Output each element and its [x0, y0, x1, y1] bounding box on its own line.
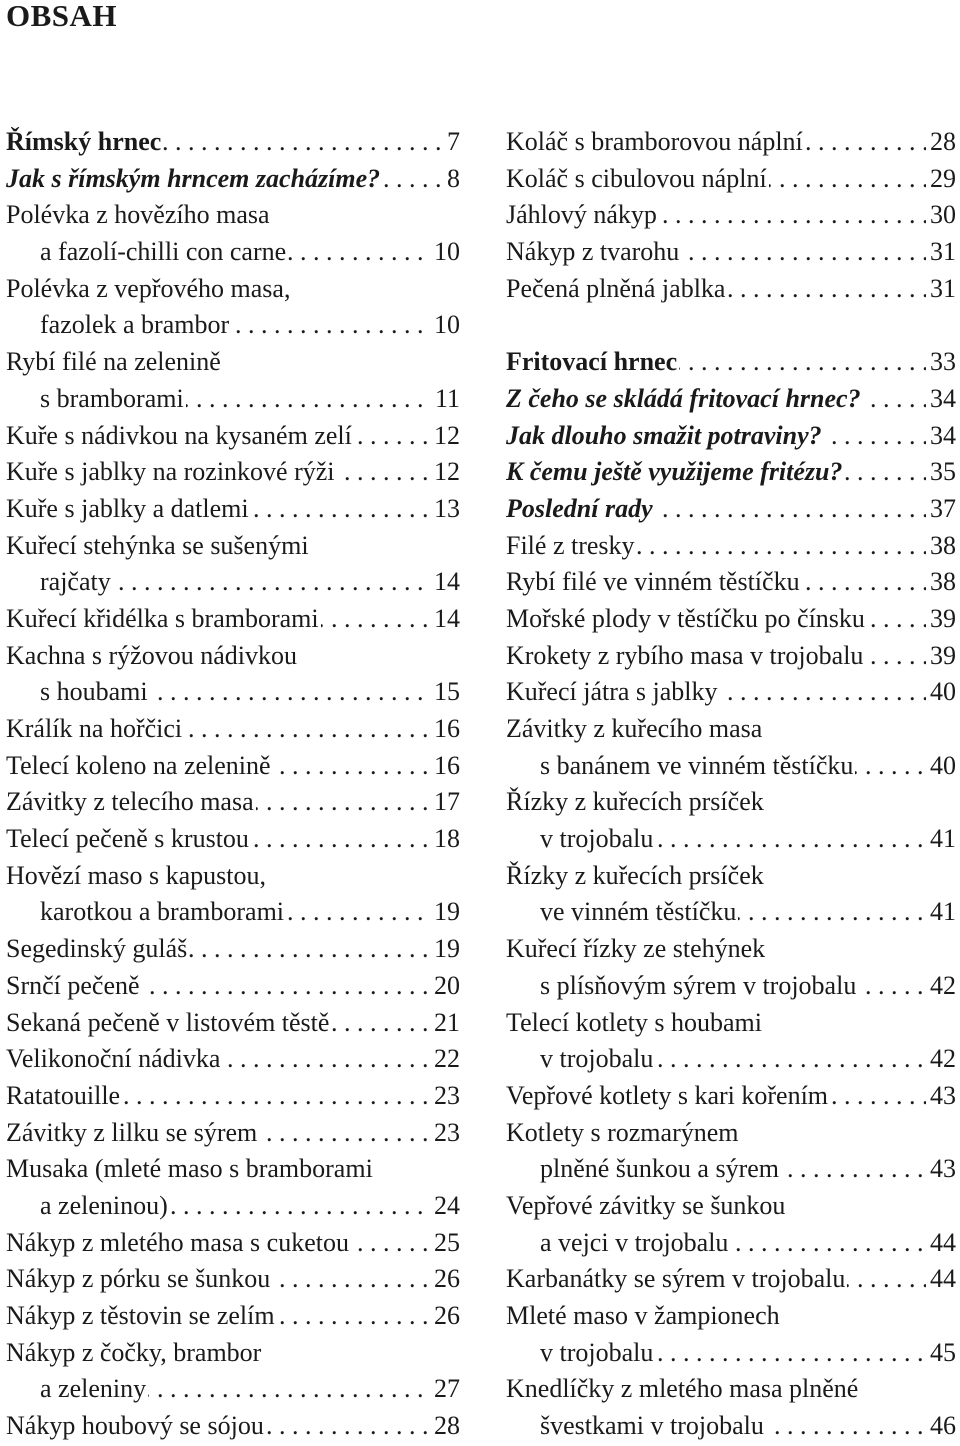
toc-entry — [506, 1151, 956, 1188]
toc-entry — [6, 1261, 460, 1298]
toc-entry — [506, 601, 956, 638]
toc-entry-title: K čemu ještě využijeme fritézu? — [506, 457, 843, 487]
toc-entry-page-number: 41 — [926, 821, 956, 858]
toc-entry-title: Z čeho se skládá fritovací hrnec? — [506, 383, 861, 413]
toc-entry — [506, 197, 956, 234]
toc-entry-title: plněné šunkou a sýrem — [540, 1154, 780, 1184]
toc-entry — [6, 931, 460, 968]
toc-entry-page-number: 45 — [926, 1335, 956, 1372]
toc-entry — [6, 968, 460, 1005]
toc-entry — [506, 784, 956, 821]
toc-entry-page-number: 13 — [430, 491, 460, 528]
toc-entry-page-number: 23 — [430, 1115, 460, 1152]
toc-entry — [506, 528, 956, 565]
toc-entry — [506, 711, 956, 748]
toc-entry-title: Jak s římským hrncem zacházíme? — [6, 163, 381, 193]
toc-entry-page-number: 33 — [926, 344, 956, 381]
toc-entry — [506, 381, 956, 418]
toc-entry-page-number: 27 — [430, 1371, 460, 1408]
toc-entry — [6, 1151, 460, 1188]
toc-entry-page-number: 43 — [926, 1078, 956, 1115]
toc-entry — [6, 748, 460, 785]
toc-entry — [506, 1225, 956, 1262]
toc-entry-title: Nákyp z mletého masa s cuketou — [6, 1227, 349, 1257]
toc-entry-title: Rybí filé ve vinném těstíčku — [506, 567, 800, 597]
toc-entry-title: a vejci v trojobalu — [540, 1227, 729, 1257]
toc-entry-title: švestkami v trojobalu — [540, 1411, 764, 1441]
toc-entry — [6, 711, 460, 748]
toc-entry-page-number: 15 — [430, 674, 460, 711]
toc-entry — [6, 601, 460, 638]
toc-entry — [506, 1078, 956, 1115]
toc-entry — [6, 197, 460, 234]
toc-entry — [6, 894, 460, 931]
toc-entry — [6, 1115, 460, 1152]
toc-entry-page-number: 16 — [430, 711, 460, 748]
toc-entry — [506, 821, 956, 858]
toc-entry-page-number: 12 — [430, 418, 460, 455]
toc-entry-title: Kachna s rýžovou nádivkou — [6, 640, 297, 670]
toc-entry — [506, 234, 956, 271]
toc-entry-title: Nákyp z tvarohu — [506, 237, 680, 267]
toc-entry-page-number: 43 — [926, 1151, 956, 1188]
toc-entry-title: rajčaty — [40, 567, 111, 597]
toc-entry-page-number: 39 — [926, 638, 956, 675]
toc-entry-title: Filé z tresky — [506, 530, 635, 560]
toc-entry-title: a zeleniny — [40, 1374, 147, 1404]
toc-entry — [6, 307, 460, 344]
toc-entry-page-number: 17 — [430, 784, 460, 821]
toc-entry-page-number: 28 — [926, 124, 956, 161]
toc-entry — [506, 1371, 956, 1408]
page-title: OBSAH — [6, 0, 118, 33]
toc-entry-page-number: 26 — [430, 1261, 460, 1298]
toc-entry — [6, 1188, 460, 1225]
toc-entry-title: a fazolí-chilli con carne — [40, 237, 287, 267]
toc-entry-title: Mleté maso v žampionech — [506, 1301, 780, 1330]
toc-entry — [506, 1298, 956, 1335]
toc-entry-title: Knedlíčky z mletého masa plněné — [506, 1374, 859, 1404]
toc-entry — [506, 968, 956, 1005]
toc-entry-title: v trojobalu — [540, 824, 654, 854]
toc-entry — [506, 638, 956, 675]
toc-entry — [6, 1005, 460, 1042]
toc-entry-title: Fritovací hrnec — [506, 347, 678, 377]
toc-entry — [6, 124, 460, 161]
toc-entry-page-number: 46 — [926, 1408, 956, 1445]
toc-entry-title: v trojobalu — [540, 1337, 654, 1367]
toc-entry-title: Nákyp z těstovin se zelím — [6, 1301, 275, 1330]
toc-entry-page-number: 23 — [430, 1078, 460, 1115]
toc-entry — [506, 271, 956, 308]
toc-entry-title: Nákyp z čočky, brambor — [6, 1337, 262, 1367]
toc-entry-title: Telecí koleno na zelenině — [6, 750, 271, 780]
toc-entry-page-number: 8 — [443, 161, 460, 198]
toc-entry-page-number: 42 — [926, 1041, 956, 1078]
toc-entry — [506, 454, 956, 491]
toc-entry-page-number: 18 — [430, 821, 460, 858]
toc-entry-page-number: 22 — [430, 1041, 460, 1078]
toc-entry-title: a zeleninou) — [40, 1190, 168, 1220]
toc-entry — [6, 161, 460, 198]
toc-entry-title: s plísňovým sýrem v trojobalu — [540, 970, 857, 1000]
toc-entry-page-number: 19 — [430, 894, 460, 931]
toc-entry-page-number: 39 — [926, 601, 956, 638]
toc-entry — [506, 1115, 956, 1152]
toc-entry-title: Kuře s nádivkou na kysaném zelí — [6, 420, 352, 450]
toc-entry — [6, 1371, 460, 1408]
toc-entry-page-number: 30 — [926, 197, 956, 234]
toc-entry-page-number: 11 — [431, 381, 460, 418]
toc-entry-title: Koláč s bramborovou náplní — [506, 127, 803, 156]
toc-entry — [6, 1408, 460, 1445]
toc-entry-title: Králík na hořčici — [6, 714, 183, 743]
toc-entry-page-number: 28 — [430, 1408, 460, 1445]
toc-entry-page-number: 10 — [430, 234, 460, 271]
toc-entry — [506, 894, 956, 931]
toc-entry-page-number: 40 — [926, 748, 956, 785]
toc-entry-title: v trojobalu — [540, 1044, 654, 1074]
toc-entry-page-number: 24 — [430, 1188, 460, 1225]
toc-entry — [6, 858, 460, 895]
toc-entry-title: Rybí filé na zelenině — [6, 347, 221, 377]
toc-entry-title: Poslední rady — [506, 493, 653, 523]
toc-entry-title: Kuřecí játra s jablky — [506, 677, 718, 707]
toc-entry — [506, 418, 956, 455]
toc-entry-title: Polévka z vepřového masa, — [6, 273, 291, 303]
toc-entry — [506, 1335, 956, 1372]
toc-column-left — [6, 124, 460, 1445]
toc-entry — [6, 1298, 460, 1335]
toc-column-right — [506, 124, 956, 1445]
toc-entry-title: Srnčí pečeně — [6, 970, 140, 1000]
toc-entry-title: Závitky z kuřecího masa — [506, 714, 763, 743]
toc-entry-title: Mořské plody v těstíčku po čínsku — [506, 603, 865, 633]
toc-entry-page-number: 7 — [443, 124, 460, 161]
toc-entry — [6, 1225, 460, 1262]
toc-entry — [6, 271, 460, 308]
toc-entry-title: Pečená plněná jablka — [506, 273, 726, 303]
toc-entry-title: Telecí pečeně s krustou — [6, 824, 249, 854]
toc-entry-page-number: 41 — [926, 894, 956, 931]
toc-entry-page-number: 44 — [926, 1261, 956, 1298]
toc-entry — [6, 381, 460, 418]
toc-entry-title: Hovězí maso s kapustou, — [6, 860, 266, 890]
toc-entry — [6, 491, 460, 528]
toc-entry-title: Jak dlouho smažit potraviny? — [506, 420, 822, 450]
toc-entry-page-number: 10 — [430, 307, 460, 344]
toc-entry-title: Krokety z rybího masa v trojobalu — [506, 640, 864, 670]
toc-entry-title: Vepřové kotlety s kari kořením — [506, 1080, 829, 1110]
toc-entry — [506, 564, 956, 601]
toc-entry-title: Závitky z telecího masa — [6, 787, 254, 817]
toc-entry-title: Velikonoční nádivka — [6, 1044, 221, 1074]
toc-entry — [6, 564, 460, 601]
toc-entry — [6, 234, 460, 271]
toc-entry — [506, 1041, 956, 1078]
toc-entry-page-number: 20 — [430, 968, 460, 1005]
toc-entry-page-number: 14 — [430, 564, 460, 601]
toc-entry-title: Kuře s jablky na rozinkové rýži — [6, 457, 335, 487]
toc-entry-title: Jáhlový nákyp — [506, 200, 657, 230]
toc-entry-title: Telecí kotlety s houbami — [506, 1007, 762, 1037]
toc-entry-title: Sekaná pečeně v listovém těstě — [6, 1007, 330, 1037]
toc-entry-title: Vepřové závitky se šunkou — [506, 1190, 786, 1220]
toc-entry-page-number: 38 — [926, 564, 956, 601]
toc-entry-page-number: 40 — [926, 674, 956, 711]
toc-entry — [6, 344, 460, 381]
toc-entry-title: s houbami — [40, 677, 148, 707]
toc-entry — [6, 1078, 460, 1115]
toc-entry — [6, 674, 460, 711]
toc-entry-title: Ratatouille — [6, 1080, 121, 1110]
toc-entry-title: s bramborami — [40, 383, 184, 413]
toc-entry-page-number: 29 — [926, 161, 956, 198]
toc-entry-page-number: 31 — [926, 271, 956, 308]
toc-entry — [6, 454, 460, 491]
toc-entry — [506, 124, 956, 161]
toc-entry-title: Nákyp houbový se sójou — [6, 1411, 264, 1441]
toc-entry — [506, 344, 956, 381]
toc-entry — [506, 858, 956, 895]
toc-entry-title: Karbanátky se sýrem v trojobalu — [506, 1264, 846, 1294]
toc-entry-page-number: 14 — [430, 601, 460, 638]
toc-entry — [6, 528, 460, 565]
toc-entry-page-number: 42 — [926, 968, 956, 1005]
toc-entry — [506, 674, 956, 711]
toc-entry-page-number: 34 — [926, 381, 956, 418]
toc-entry — [6, 821, 460, 858]
toc-entry-title: Polévka z hovězího masa — [6, 200, 270, 230]
toc-entry — [506, 1261, 956, 1298]
toc-entry-page-number: 31 — [926, 234, 956, 271]
toc-entry-title: Kuře s jablky a datlemi — [6, 493, 249, 523]
toc-entry — [6, 1335, 460, 1372]
toc-entry-title: ve vinném těstíčku — [540, 897, 737, 927]
toc-entry — [506, 161, 956, 198]
toc-entry-page-number: 38 — [926, 528, 956, 565]
toc-entry — [506, 931, 956, 968]
toc-entry-title: Nákyp z pórku se šunkou — [6, 1264, 271, 1294]
toc-entry-title: Závitky z lilku se sýrem — [6, 1117, 258, 1147]
toc-entry-title: Kuřecí řízky ze stehýnek — [506, 934, 766, 964]
toc-entry — [506, 1408, 956, 1445]
toc-entry-title: Musaka (mleté maso s bramborami — [6, 1154, 373, 1184]
toc-entry-title: Řízky z kuřecích prsíček — [506, 860, 764, 890]
toc-entry-title: fazolek a brambor — [40, 310, 230, 340]
toc-entry-title: Segedinský guláš — [6, 934, 188, 964]
toc-entry — [6, 784, 460, 821]
toc-entry-title: s banánem ve vinném těstíčku — [540, 750, 854, 780]
toc-entry-page-number: 35 — [926, 454, 956, 491]
toc-entry-page-number: 25 — [430, 1225, 460, 1262]
toc-entry-title: karotkou a bramborami — [40, 897, 285, 927]
toc-entry-page-number: 26 — [430, 1298, 460, 1335]
toc-entry-page-number: 12 — [430, 454, 460, 491]
toc-entry-title: Řízky z kuřecích prsíček — [506, 787, 764, 817]
toc-entry — [506, 1005, 956, 1042]
toc-entry-page-number: 19 — [430, 931, 460, 968]
toc-entry-title: Kotlety s rozmarýnem — [506, 1117, 739, 1147]
toc-entry — [506, 491, 956, 528]
toc-entry-page-number: 16 — [430, 748, 460, 785]
toc-entry-page-number: 44 — [926, 1225, 956, 1262]
toc-entry-page-number: 34 — [926, 418, 956, 455]
toc-entry-page-number: 37 — [926, 491, 956, 528]
toc-entry — [506, 748, 956, 785]
toc-entry-title: Koláč s cibulovou náplní — [506, 163, 767, 193]
toc-entry-title: Kuřecí stehýnka se sušenými — [6, 530, 309, 560]
toc-entry-page-number: 21 — [430, 1005, 460, 1042]
toc-entry — [6, 418, 460, 455]
toc-entry-title: Kuřecí křidélka s bramborami — [6, 603, 319, 633]
toc-entry — [506, 1188, 956, 1225]
toc-entry — [6, 638, 460, 675]
toc-entry-title: Římský hrnec — [6, 127, 162, 156]
toc-entry — [6, 1041, 460, 1078]
